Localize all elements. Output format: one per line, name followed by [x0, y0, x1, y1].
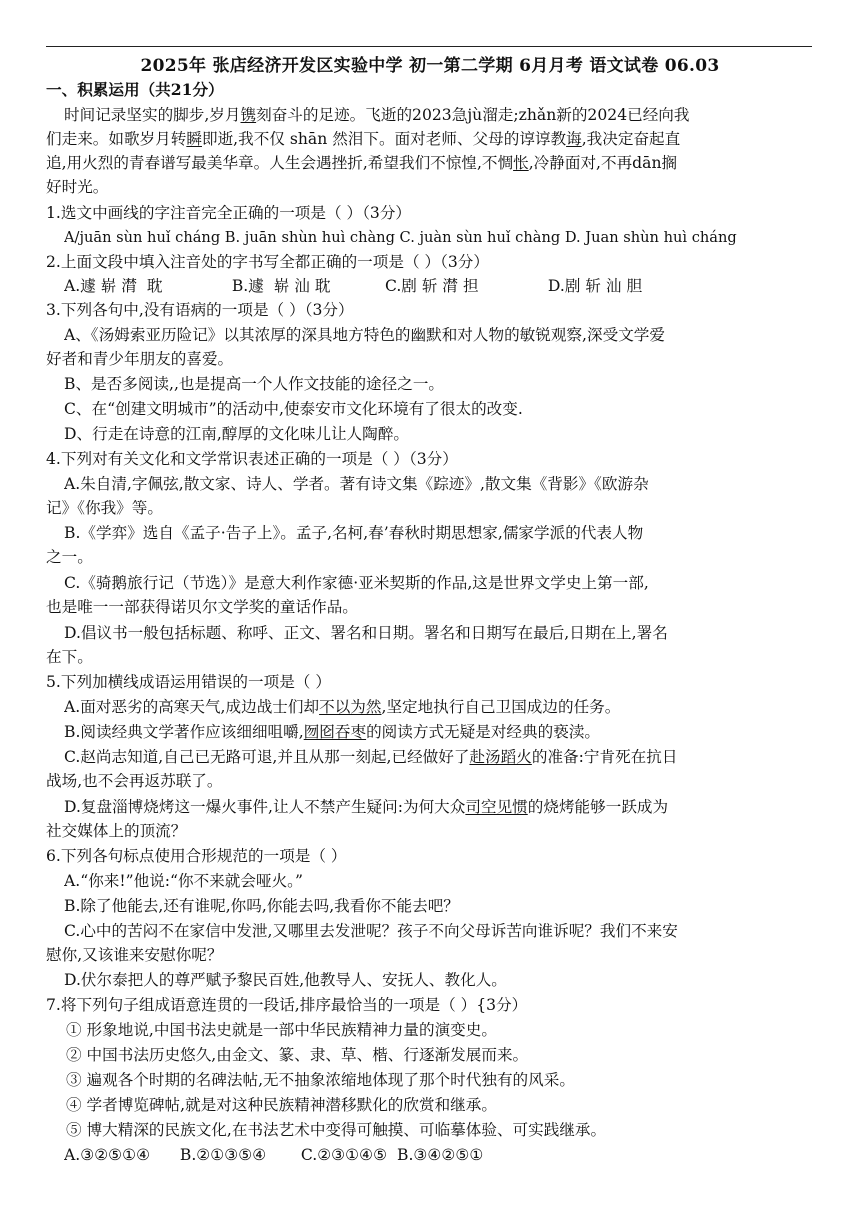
text-span: C.赵尚志知道,自己已无路可退,并且从那一刻起,已经做好了 — [64, 748, 470, 766]
text-span: 的烧烤能够一跃成为 — [527, 798, 669, 816]
question-4-option-d: D.倡议书一般包括标题、称呼、正文、署名和日期。署名和日期写在最后,日期在上,署名 — [64, 624, 668, 642]
text-span: 即逝,我不仅 shān 然泪下。面对老师、父母的谆谆教 — [201, 130, 567, 148]
question-4-option-d-cont: 在下。 — [46, 648, 93, 666]
question-6-option-c: C.心中的苦闷不在家信中发泄,又哪里去发泄呢？孩子不向父母诉苦向谁诉呢？我们不来安 — [64, 922, 678, 940]
question-4-option-c: C.《骑鹅旅行记（节选）》是意大利作家德·亚米契斯的作品,这是世界文学史上第一部, — [64, 574, 649, 592]
question-3-option-a-cont: 好者和青少年朋友的喜爱。 — [46, 350, 234, 368]
underlined-char: 怅 — [513, 154, 529, 172]
question-3-option-d: D、行走在诗意的江南,醇厚的文化味儿让人陶醉。 — [64, 425, 409, 443]
text-span: ,坚定地执行自己卫国成边的任务。 — [381, 698, 621, 716]
underlined-idiom: 赴汤蹈火 — [469, 748, 532, 766]
question-5-option-a — [64, 696, 808, 718]
question-7-sentence-3: ③ 遍观各个时期的名碑法帖,无不抽象浓缩地体现了那个时代独有的风采。 — [66, 1071, 575, 1089]
underlined-idiom: 不以为然 — [319, 698, 382, 716]
text-span: D.复盘淄博烧烤这一爆火事件,让人不禁产生疑问:为何大众 — [64, 798, 466, 816]
text-span: 时间记录坚实的脚步,岁月 — [64, 106, 241, 124]
question-2-options: A.遽 崭 潸 耽 B.遽 崭 汕 耽 C.剧 斩 潸 担 D.剧 斩 汕 胆 — [64, 277, 643, 295]
passage-line — [46, 152, 808, 174]
section-heading: 一、积累运用（共21分） — [46, 80, 224, 99]
underlined-idiom: 囫囵吞枣 — [303, 723, 367, 741]
question-6-option-c-cont: 慰你,又该谁来安慰你呢？ — [46, 946, 223, 964]
question-7-sentence-2: ② 中国书法历史悠久,由金文、篆、隶、草、楷、行逐渐发展而来。 — [66, 1046, 529, 1064]
question-4-option-b-cont: 之一。 — [46, 548, 93, 566]
passage-line: 好时光。 — [46, 178, 109, 196]
question-5-option-d — [64, 796, 808, 818]
text-span: ,冷静面对,不再dān搁 — [528, 154, 678, 172]
question-3-option-c: C、在“创建文明城市”的活动中,使泰安市文化环境有了很太的改变. — [64, 400, 523, 418]
question-7-sentence-4: ④ 学者博览碑帖,就是对这种民族精神潜移默化的欣赏和继承。 — [66, 1096, 497, 1114]
question-4-option-b: B.《学弈》选自《孟子·告子上》。孟子,名柯,春’春秋时期思想家,儒家学派的代表人物 — [64, 524, 644, 542]
question-1-options: A/juān sùn huǐ cháng B. juān shùn huì chàng C. juàn sùn huǐ chàng D. Juan shùn huì cháng — [64, 229, 737, 246]
question-5-option-b — [64, 721, 808, 743]
text-span: 追,用火烈的青春谱写最美华章。人生会遇挫折,希望我们不惊惶,不惆 — [46, 154, 514, 172]
text-span: A.面对恶劣的高寒天气,成边战士们却 — [64, 698, 320, 716]
text-span: ,我决定奋起直 — [581, 130, 681, 148]
question-5-option-c — [64, 746, 808, 768]
question-5-option-c-cont: 战场,也不会再返苏联了。 — [46, 772, 223, 790]
underlined-char: 瞬 — [186, 130, 202, 148]
question-4-option-a-cont: 记》《你我》等。 — [46, 499, 163, 517]
question-3-stem: 3.下列各句中,没有语病的一项是（ ）（3分） — [46, 301, 354, 319]
passage-line — [64, 104, 808, 126]
text-span: 的准备:宁肯死在抗日 — [531, 748, 678, 766]
page-title: 2025年 张店经济开发区实验中学 初一第二学期 6月月考 语文试卷 06.03 — [140, 56, 720, 76]
question-7-sentence-1: ① 形象地说,中国书法史就是一部中华民族精神力量的演变史。 — [66, 1021, 497, 1039]
question-3-option-b: B、是否多阅读,,也是提高一个人作文技能的途径之一。 — [64, 375, 445, 393]
underlined-char: 诲 — [566, 130, 582, 148]
underlined-idiom: 司空见惯 — [465, 798, 528, 816]
question-6-option-b: B.除了他能去,还有谁呢,你吗,你能去吗,我看你不能去吧？ — [64, 897, 459, 915]
text-span: 刻奋斗的足迹。飞逝的2023急jù溜走;zhǎn新的2024已经向我 — [256, 106, 690, 124]
passage-line — [46, 128, 808, 150]
question-2-stem: 2.上面文段中填入注音处的字书写全都正确的一项是（ ）（3分） — [46, 253, 489, 271]
question-7-sentence-5: ⑤ 博大精深的民族文化,在书法艺术中变得可触摸、可临摹体验、可实践继承。 — [66, 1121, 607, 1139]
question-7-options: A.③②⑤①④ B.②①③⑤④ C.②③①④⑤ B.③④②⑤① — [64, 1146, 484, 1164]
header-rule — [46, 46, 812, 47]
question-4-option-a: A.朱自清,字佩弦,散文家、诗人、学者。著有诗文集《踪迹》,散文集《背影》《欧游杂 — [64, 475, 649, 493]
underlined-char: 镌 — [240, 106, 257, 124]
text-span: 们走来。如歌岁月转 — [46, 130, 187, 148]
question-5-option-d-cont: 社交媒体上的顶流？ — [46, 822, 187, 840]
question-7-stem: 7.将下列句子组成语意连贯的一段话,排序最恰当的一项是（ ）{3分） — [46, 996, 528, 1014]
question-4-stem: 4.下列对有关文化和文学常识表述正确的一项是（ ）（3分） — [46, 450, 458, 468]
question-6-option-a: A.“你来!”他说:“你不来就会哑火。” — [64, 872, 303, 890]
question-6-stem: 6.下列各句标点使用合形规范的一项是（ ） — [46, 847, 347, 865]
text-span: 的阅读方式无疑是对经典的亵渎。 — [366, 723, 600, 741]
question-1-stem: 1.选文中画线的字注音完全正确的一项是（ ）（3分） — [46, 204, 412, 222]
question-5-stem: 5.下列加横线成语运用错误的一项是（ ） — [46, 673, 331, 691]
text-span: B.阅读经典文学著作应该细细咀嚼, — [64, 723, 304, 741]
question-6-option-d: D.伏尔泰把人的尊严赋予黎民百姓,他教导人、安抚人、教化人。 — [64, 971, 507, 989]
question-4-option-c-cont: 也是唯一一部获得诺贝尔文学奖的童话作品。 — [46, 598, 358, 616]
question-3-option-a: A、《汤姆索亚历险记》以其浓厚的深具地方特色的幽默和对人物的敏锐观察,深受文学爱 — [64, 326, 665, 344]
